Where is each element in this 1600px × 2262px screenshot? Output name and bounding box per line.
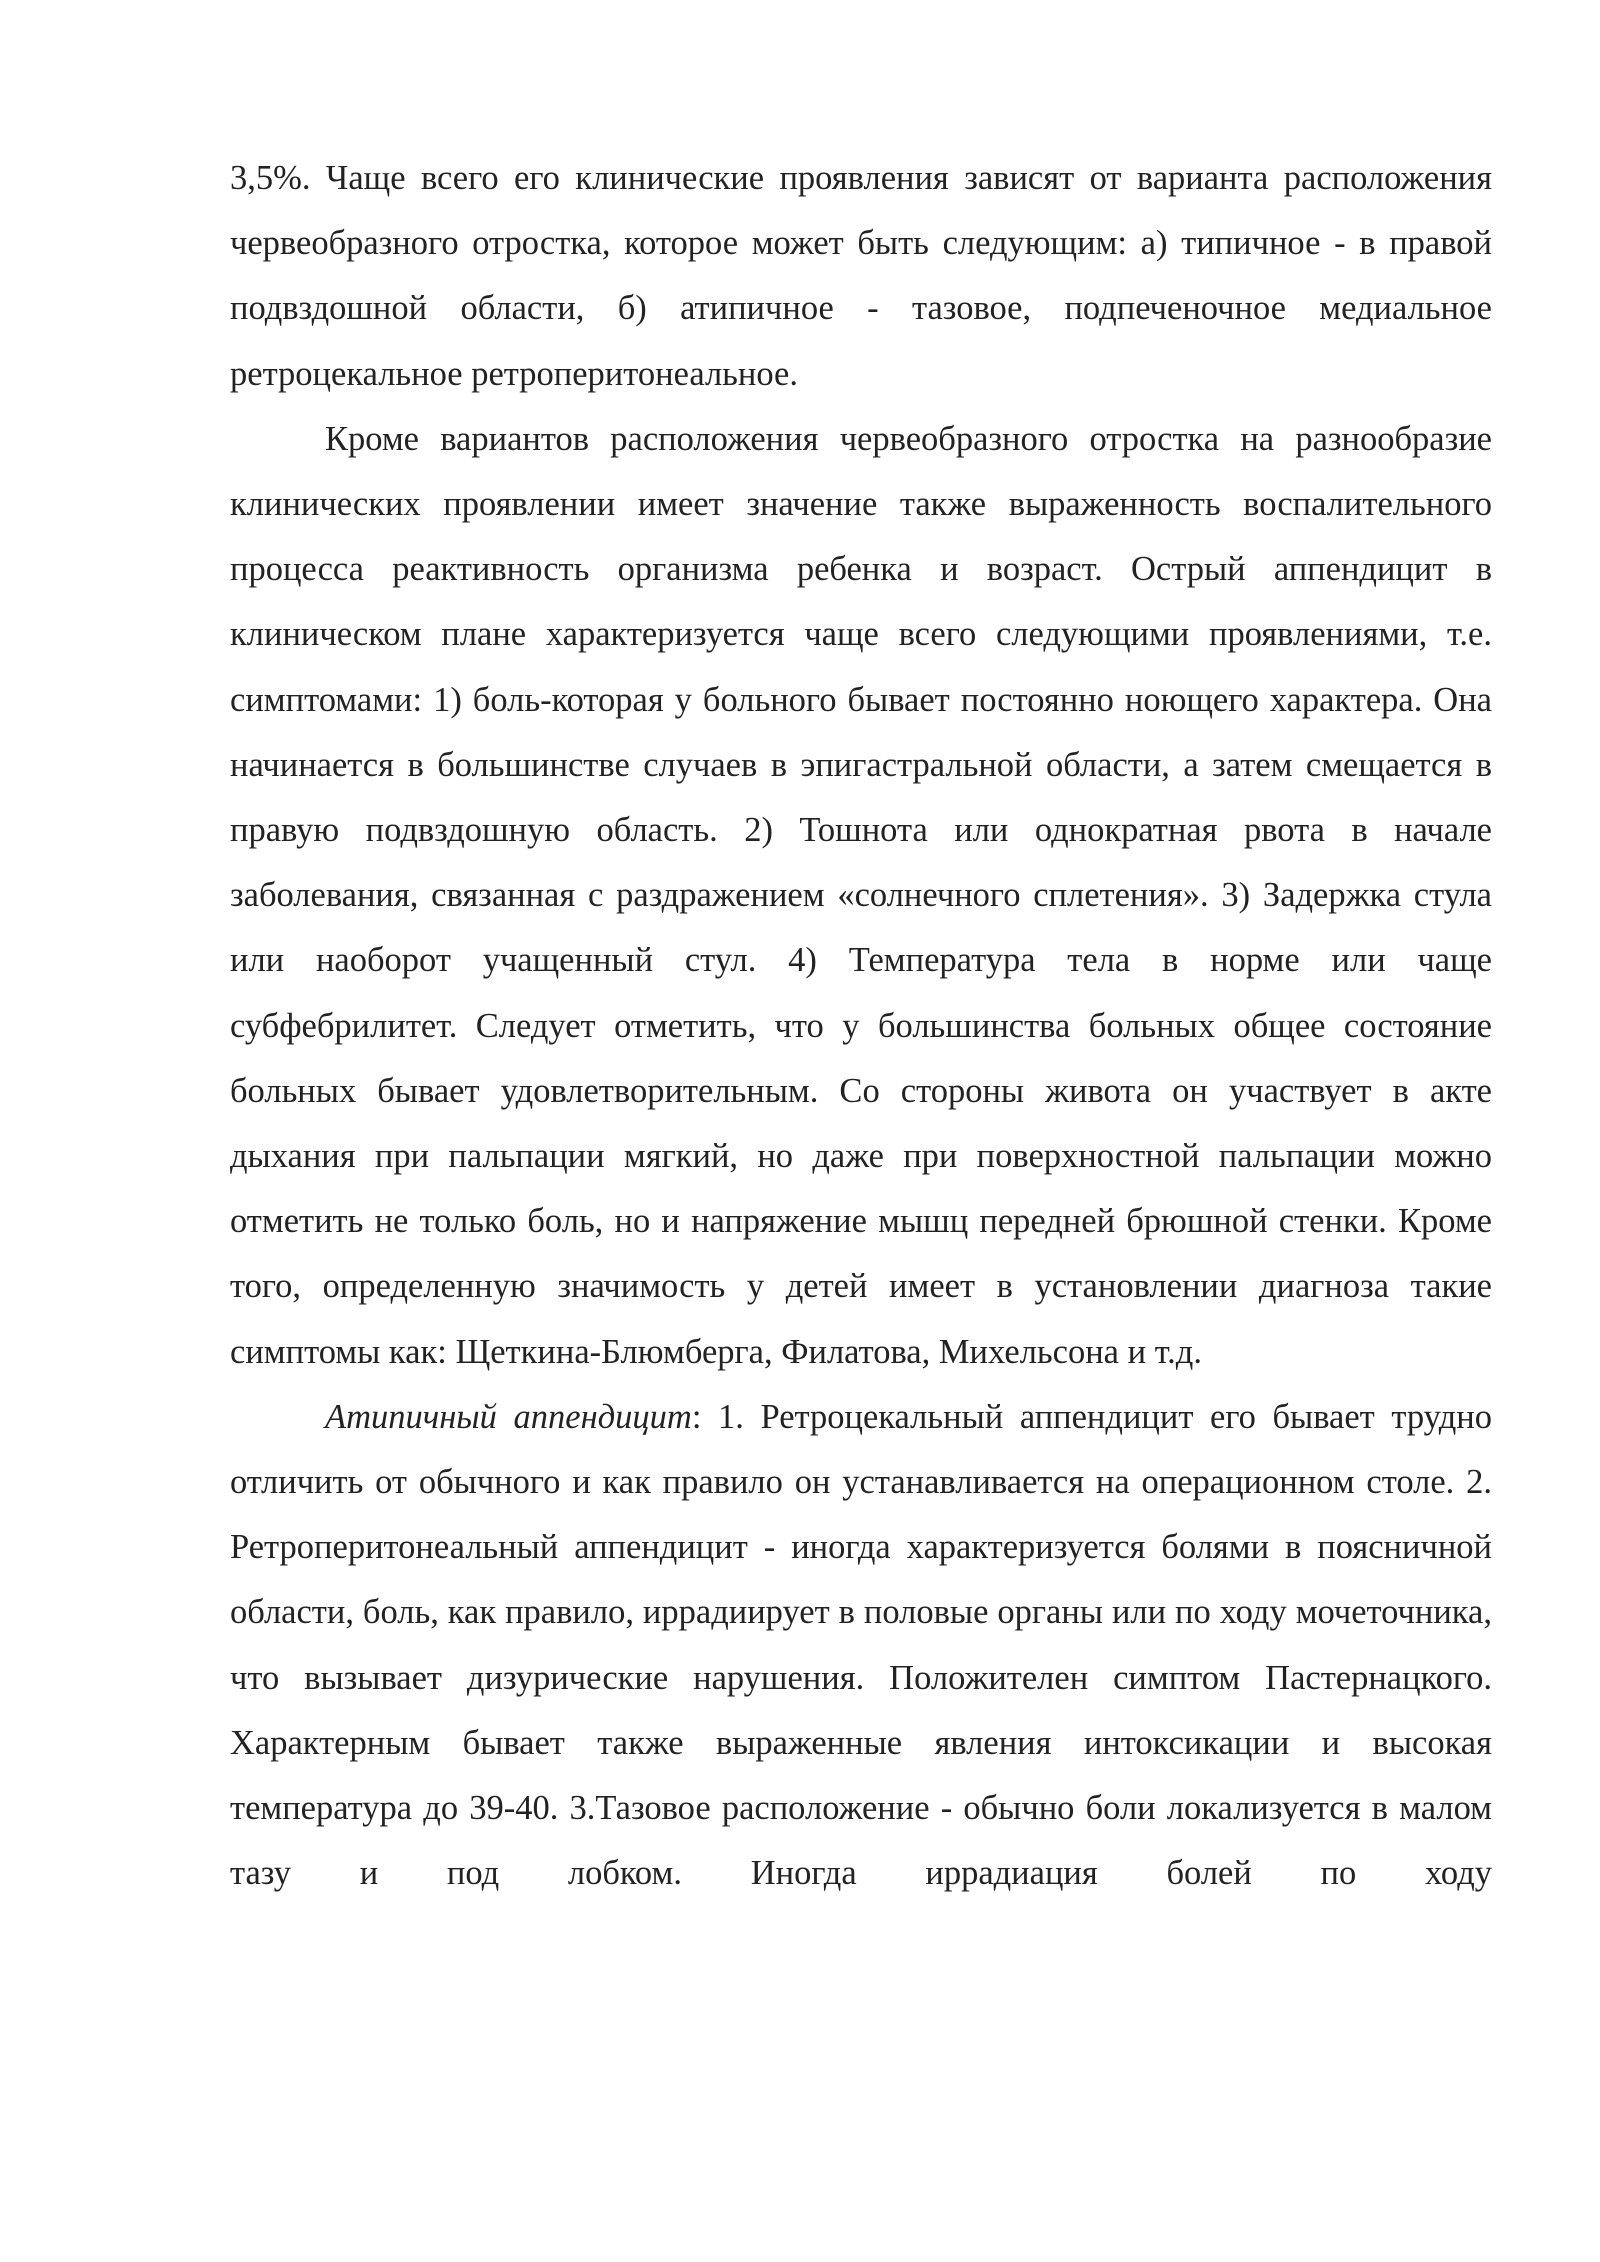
paragraph-continuation: 3,5%. Чаще всего его клинические проявления зависят от варианта расположения червеобразного отростка, которое может быть следующим: а) типичное - в правой подвздошной области, б) атипичное - тазовое, подпеченочное медиальное ретроцекальное ретроперитонеальное. bbox=[230, 159, 1492, 393]
paragraph-clinical-manifestations: Кроме вариантов расположения червеобразного отростка на разнообразие клинических проявлении имеет значение также выраженность воспалительного процесса реактивность организма ребенка и возраст. Острый аппендицит в клиническом плане характеризуется чаще всего следующими проявлениями, т.е. симптомами: 1) боль-которая у больного бывает постоянно ноющего характера. Она начинается в большинстве случаев в эпигастральной области, а затем смещается в правую подвздошную область. 2) Тошнота или однократная рвота в начале заболевания, связанная с раздражением «солнечного сплетения». 3) Задержка стула или наоборот учащенный стул. 4) Температура тела в норме или чаще субфебрилитет. Следует отметить, что у большинства больных общее состояние больных бывает удовлетворительным. Со стороны живота он участвует в акте дыхания при пальпации мягкий, но даже при поверхностной пальпации можно отметить не только боль, но и напряжение мышц передней брюшной стенки. Кроме того, определенную значимость у детей имеет в установлении диагноза такие симптомы как: Щеткина-Блюмберга, Филатова, Михельсона и т.д. bbox=[230, 419, 1492, 1371]
atypical-appendicitis-heading: Атипичный аппендицит bbox=[325, 1397, 692, 1436]
paragraph-atypical-appendicitis bbox=[230, 1385, 1492, 1907]
atypical-appendicitis-text: : 1. Ретроцекальный аппендицит его бывает трудно отличить от обычного и как правило он устанавливается на операционном столе. 2. Ретроперитонеальный аппендицит - иногда характеризуется болями в поясничной области, боль, как правило, иррадиирует в половые органы или по ходу мочеточника, что вызывает дизурические нарушения. Положителен симптом Пастернацкого. Характерным бывает также выраженные явления интоксикации и высокая температура до 39-40. 3.Тазовое расположение - обычно боли локализуется в малом тазу и под лобком. Иногда иррадиация болей по ходу bbox=[230, 1397, 1492, 1893]
document-page bbox=[230, 146, 1492, 1906]
